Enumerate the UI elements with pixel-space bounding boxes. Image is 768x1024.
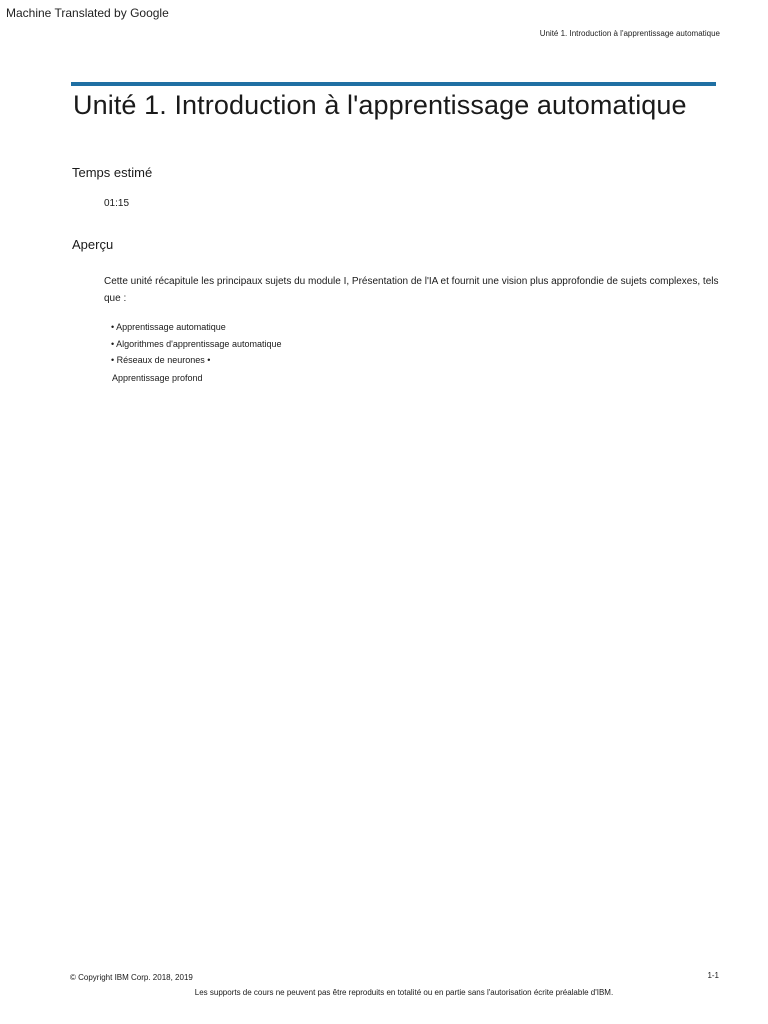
list-item: • Apprentissage automatique bbox=[111, 319, 281, 336]
page-title: Unité 1. Introduction à l'apprentissage automatique bbox=[73, 90, 687, 120]
overview-paragraph: Cette unité récapitule les principaux sujets du module I, Présentation de l'IA et fournit une vision plus approfondie de sujets complexes, tels que : bbox=[104, 276, 719, 304]
running-header: Unité 1. Introduction à l'apprentissage automatique bbox=[539, 29, 720, 38]
topic-continued: Apprentissage profond bbox=[112, 373, 203, 383]
page-number: 1-1 bbox=[707, 971, 719, 980]
overview-heading: Aperçu bbox=[72, 237, 114, 252]
footer-notice: Les supports de cours ne peuvent pas être reproduits en totalité ou en partie sans l'autorisation écrite préalable d'IBM. bbox=[194, 988, 614, 997]
copyright: © Copyright IBM Corp. 2018, 2019 bbox=[70, 973, 193, 982]
title-rule bbox=[71, 82, 716, 86]
topic-list bbox=[111, 319, 281, 369]
list-item: • Réseaux de neurones • bbox=[111, 352, 281, 369]
estimated-time-heading: Temps estimé bbox=[72, 165, 153, 180]
list-item: • Algorithmes d'apprentissage automatique bbox=[111, 336, 281, 353]
machine-translation-banner: Machine Translated by Google bbox=[6, 6, 169, 20]
estimated-time-value: 01:15 bbox=[104, 198, 130, 209]
